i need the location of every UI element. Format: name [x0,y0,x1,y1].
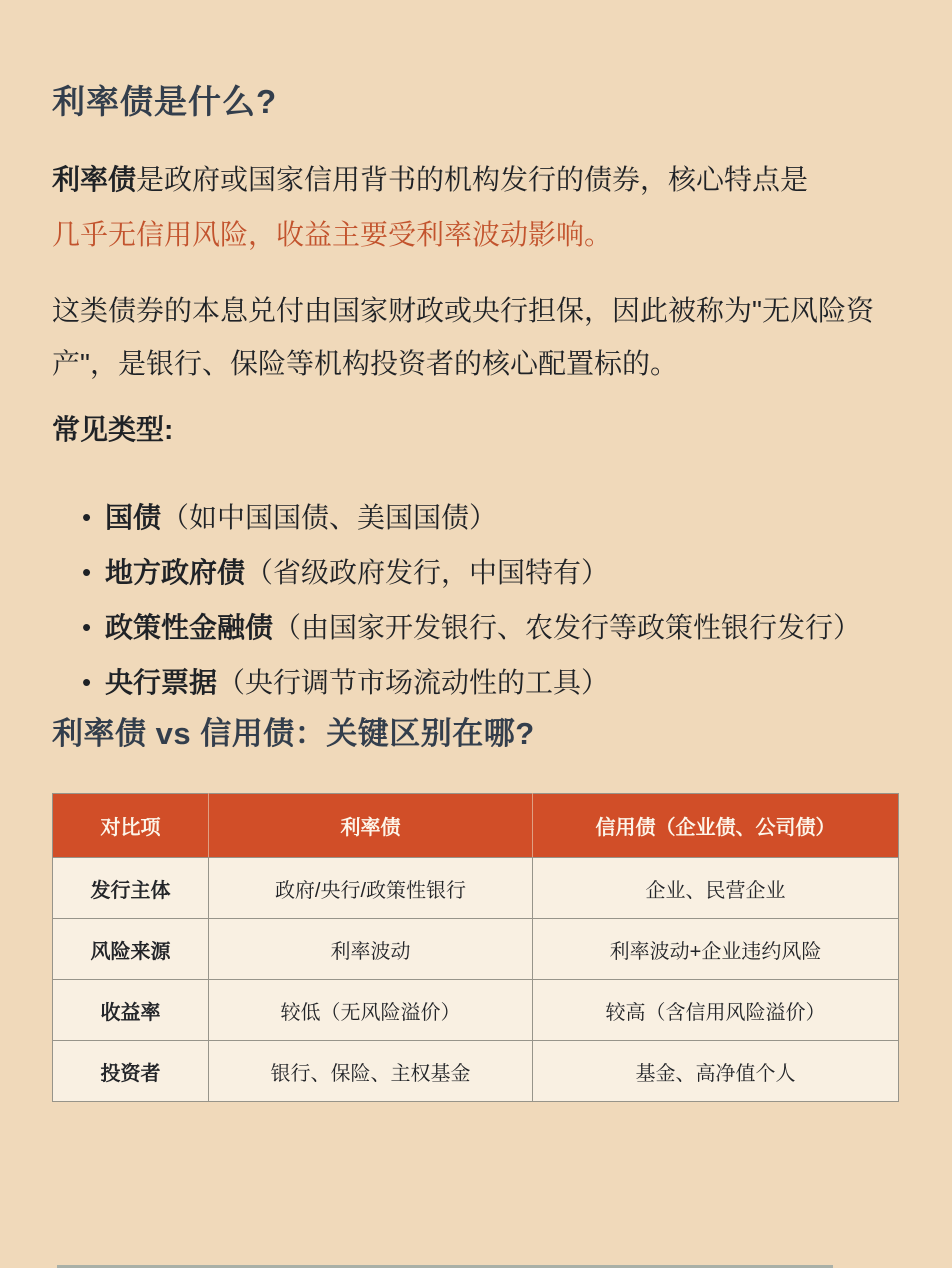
bond-type-term: 国债 [105,502,162,533]
table-cell: 企业、民营企业 [533,858,899,919]
table-header-cell: 利率债 [209,794,533,858]
bond-types-list [52,490,900,710]
table-cell: 利率波动+企业违约风险 [533,919,899,980]
table-header-cell: 信用债（企业债、公司债） [533,794,899,858]
table-row [53,858,899,919]
table-header-cell: 对比项 [53,794,209,858]
bond-type-desc: （央行调节市场流动性的工具） [217,667,610,698]
table-cell: 较低（无风险溢价） [209,980,533,1041]
section-title-comparison: 利率债 vs 信用债：关键区别在哪? [52,716,535,751]
table-row [53,980,899,1041]
table-cell: 银行、保险、主权基金 [209,1041,533,1102]
bond-type-desc: （由国家开发银行、农发行等政策性银行发行） [273,612,862,643]
table-row [53,1041,899,1102]
table-cell: 基金、高净值个人 [533,1041,899,1102]
bond-type-term: 央行票据 [105,667,218,698]
list-item [52,600,900,655]
bond-type-term: 政策性金融债 [105,612,274,643]
table-cell: 较高（含信用风险溢价） [533,980,899,1041]
list-item [52,655,900,710]
comparison-table [52,793,899,1102]
row-header-cell: 收益率 [53,980,209,1041]
guarantee-paragraph: 这类债券的本息兑付由国家财政或央行担保，因此被称为"无风险资产"，是银行、保险等机构投资者的核心配置标的。 [52,295,874,379]
intro-lead-term: 利率债 [52,164,137,195]
row-header-cell: 发行主体 [53,858,209,919]
table-cell: 利率波动 [209,919,533,980]
intro-paragraph [52,152,900,262]
intro-text: 是政府或国家信用背书的机构发行的债券，核心特点是 [136,164,809,195]
bond-type-desc: （省级政府发行，中国特有） [245,557,610,588]
table-cell: 政府/央行/政策性银行 [209,858,533,919]
table-row [53,919,899,980]
intro-highlight-text: 几乎无信用风险，收益主要受利率波动影响。 [52,219,613,250]
table-header-row [53,794,899,858]
list-item [52,490,900,545]
page-title: 利率债是什么? [52,83,278,120]
bond-type-term: 地方政府债 [105,557,246,588]
row-header-cell: 风险来源 [53,919,209,980]
row-header-cell: 投资者 [53,1041,209,1102]
bond-type-desc: （如中国国债、美国国债） [161,502,498,533]
common-types-label: 常见类型: [52,414,174,445]
list-item [52,545,900,600]
